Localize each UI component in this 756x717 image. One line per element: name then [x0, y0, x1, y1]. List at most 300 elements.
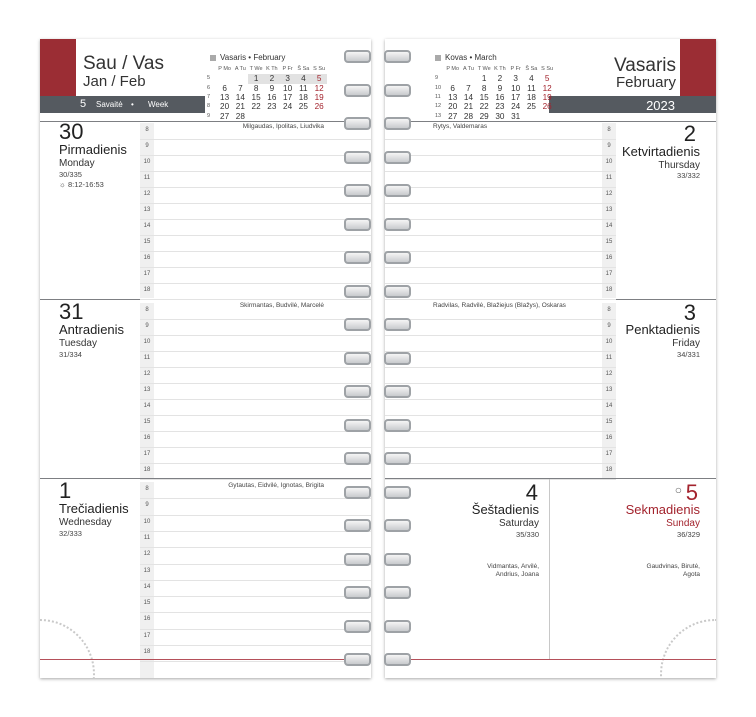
hour-line [385, 171, 616, 172]
name-days-sat: Vidmantas, Arvilė, Andrius, Joana [487, 563, 539, 578]
hour-label: 14 [143, 583, 151, 590]
day-cell: 12 [314, 83, 324, 93]
day-count-wed: 32/333 [59, 529, 82, 538]
hour-line [140, 335, 371, 336]
day-count-fri: 34/331 [677, 350, 700, 359]
day-name-tue: Antradienis [59, 322, 125, 337]
hour-label: 17 [143, 451, 151, 457]
hour-line [385, 251, 616, 252]
hour-line [385, 139, 616, 140]
hour-line [385, 463, 616, 464]
day-cell: A Tu [234, 66, 246, 73]
hour-label: 18 [143, 649, 151, 655]
day-cell: 1 [248, 74, 264, 83]
day-cell: 19 [542, 93, 552, 103]
day-cell: 9 [497, 83, 503, 93]
binding-ring [384, 419, 411, 432]
sunrise-sunset: ☼ 8:12-16:53 [59, 180, 104, 189]
day-cell [311, 111, 327, 120]
hour-label: 17 [605, 271, 613, 277]
day-cell: 5 [544, 74, 550, 84]
day-cell: 8 [253, 83, 259, 93]
hour-line [385, 351, 616, 352]
week-bar [40, 96, 205, 113]
day-cell: 14 [235, 93, 245, 103]
day-cell: A Tu [462, 66, 474, 73]
binding-ring [344, 586, 371, 599]
day-cell: 3 [280, 74, 296, 83]
hour-line [140, 235, 371, 236]
day-cell [445, 74, 461, 83]
calendar-icon [435, 55, 441, 61]
day-cell: 21 [235, 102, 245, 112]
day-cell: S Su [541, 66, 554, 73]
day-cell: 10 [283, 83, 293, 93]
hour-line [140, 447, 371, 448]
hour-label: 11 [605, 355, 613, 361]
binding-ring [344, 452, 371, 465]
hour-label: 16 [605, 255, 613, 261]
hour-label: 9 [607, 143, 611, 149]
hour-line [140, 415, 371, 416]
left-page [40, 39, 371, 678]
hour-line [140, 531, 371, 532]
binding-ring [384, 452, 411, 465]
day-cell: 8 [481, 83, 487, 93]
hour-label: 14 [605, 403, 613, 409]
right-color-tab [680, 39, 716, 96]
hour-label: 12 [143, 191, 151, 197]
day-name-sat: Šeštadienis [471, 502, 539, 517]
name-days-fri: Radvilas, Radvilė, Blažiejus (Blažys), Oskaras [433, 302, 566, 309]
day-count-sun: 36/329 [677, 530, 700, 539]
hour-line [385, 431, 616, 432]
binding-ring [344, 486, 371, 499]
week-num-cell [435, 65, 445, 74]
day-cell: 28 [463, 111, 473, 121]
day-separator [385, 121, 716, 122]
day-name-sun: Sekmadienis [625, 502, 700, 517]
week-num-cell: 11 [435, 94, 441, 101]
hour-line [385, 219, 616, 220]
binding-ring [344, 419, 371, 432]
right-title-lt: Vasaris [614, 55, 676, 76]
name-days-sun: Gaudvinas, Birutė, Agota [646, 563, 700, 578]
binding-ring [344, 318, 371, 331]
day-cell: 24 [511, 102, 521, 112]
mini-cal-title: Vasaris • February [220, 53, 286, 62]
day-number-fri: 3 [683, 300, 696, 325]
day-en-thu: Thursday [658, 160, 700, 171]
hour-label: 8 [607, 307, 611, 313]
binding-ring [344, 653, 371, 666]
hour-label: 11 [605, 175, 613, 181]
calendar-icon [210, 55, 216, 61]
day-number-wed: 1 [59, 478, 72, 503]
day-number-tue: 31 [59, 299, 84, 324]
week-num-cell: 7 [207, 94, 211, 101]
binding-ring [344, 352, 371, 365]
day-cell: 16 [267, 93, 277, 103]
day-cell: 11 [527, 83, 536, 93]
hour-label: 17 [605, 451, 613, 457]
hour-line [140, 580, 371, 581]
day-count-thu: 33/332 [677, 171, 700, 180]
hour-line [140, 479, 371, 480]
hour-label: 14 [143, 403, 151, 409]
right-title-en: February [615, 74, 676, 91]
mini-calendar-february [207, 52, 327, 121]
day-cell [248, 111, 264, 120]
day-cell: 4 [295, 74, 311, 83]
hour-label: 8 [145, 127, 149, 133]
hour-label: 11 [143, 175, 151, 181]
year-bar [549, 96, 716, 113]
binding-ring [344, 620, 371, 633]
hour-line [140, 203, 371, 204]
day-cell [539, 111, 555, 120]
day-cell: 12 [542, 83, 552, 93]
hour-line [385, 155, 616, 156]
binding-ring [344, 84, 371, 97]
binding-ring [344, 117, 371, 130]
hour-label: 12 [605, 191, 613, 197]
hour-label: 16 [143, 435, 151, 441]
hour-label: 10 [143, 518, 151, 525]
day-cell: 26 [542, 102, 552, 112]
hour-line [140, 219, 371, 220]
hour-label: 9 [607, 323, 611, 329]
hour-label: 15 [143, 600, 151, 607]
hour-line [140, 498, 371, 499]
day-cell: Š Sa [297, 66, 310, 73]
hour-line [140, 155, 371, 156]
day-number-sat: 4 [525, 480, 538, 505]
day-cell: P Fr [282, 66, 293, 73]
binding-ring [384, 653, 411, 666]
hour-label: 13 [143, 387, 151, 393]
day-en-mon: Monday [59, 158, 95, 169]
day-cell: 18 [526, 93, 536, 103]
hour-label: 15 [605, 239, 613, 245]
hour-line [140, 139, 371, 140]
hour-line [140, 431, 371, 432]
day-en-sat: Saturday [498, 518, 539, 529]
hour-label: 8 [145, 307, 149, 313]
binding-ring [344, 184, 371, 197]
hour-line [140, 319, 371, 320]
hour-label: 9 [145, 143, 149, 149]
day-cell: 3 [513, 74, 518, 84]
day-cell: 13 [448, 93, 458, 103]
moon-phase-icon: ○ [674, 483, 682, 497]
binding-ring [344, 251, 371, 264]
day-cell: 23 [495, 102, 505, 112]
binding-ring [384, 84, 411, 97]
left-color-tab [40, 39, 76, 96]
week-sep: • [131, 100, 134, 109]
hour-label: 16 [143, 255, 151, 261]
day-cell: 19 [314, 93, 324, 103]
hour-label: 18 [143, 467, 151, 473]
day-cell: 21 [463, 102, 473, 112]
hour-label: 12 [605, 371, 613, 377]
day-en-fri: Friday [672, 338, 700, 349]
hour-line [385, 319, 616, 320]
day-cell: 27 [220, 111, 230, 121]
binding-ring [384, 184, 411, 197]
week-label: Savaitė [96, 100, 123, 109]
day-cell: 4 [529, 74, 534, 84]
week-num-cell: 13 [435, 112, 442, 119]
day-cell: 25 [298, 102, 308, 112]
hour-label: 18 [605, 287, 613, 293]
binding-ring [384, 620, 411, 633]
hour-line [140, 187, 371, 188]
day-count-sat: 35/330 [516, 530, 539, 539]
hour-line [385, 367, 616, 368]
name-days-mon: Milgaudas, Ipolitas, Liudvika [242, 123, 324, 130]
hour-line [385, 447, 616, 448]
hour-line [140, 267, 371, 268]
binding-ring [344, 553, 371, 566]
decorative-arc [660, 619, 716, 678]
day-cell: 30 [495, 111, 505, 121]
day-cell: 6 [450, 83, 455, 93]
hour-label: 14 [605, 223, 613, 229]
day-cell: P Mo [446, 66, 460, 73]
footer-line [385, 659, 716, 660]
binding-ring [344, 285, 371, 298]
hour-line [385, 383, 616, 384]
hour-line [140, 399, 371, 400]
hour-line [140, 251, 371, 252]
week-label-en: Week [148, 100, 169, 109]
day-name-fri: Penktadienis [625, 322, 700, 337]
day-cell: 13 [220, 93, 230, 103]
footer-line [40, 659, 371, 660]
hour-line [385, 299, 616, 300]
binding-ring [384, 519, 411, 532]
hour-label: 11 [143, 534, 151, 541]
hour-line [385, 335, 616, 336]
day-cell: 11 [299, 83, 308, 93]
hour-label: 12 [143, 371, 151, 377]
left-title-lt: Sau / Vas [83, 53, 164, 74]
day-cell: 7 [466, 83, 471, 93]
hour-label: 11 [143, 355, 151, 361]
hour-line [385, 399, 616, 400]
week-num-cell: 6 [207, 84, 211, 91]
hour-label: 13 [143, 567, 151, 574]
week-num-cell: 12 [435, 103, 442, 110]
hour-label: 8 [607, 127, 611, 133]
day-separator [40, 121, 371, 122]
year: 2023 [646, 98, 675, 113]
day-number-sun: 5 [685, 480, 698, 505]
day-cell: 22 [479, 102, 489, 112]
hour-line [140, 351, 371, 352]
binding-ring [384, 318, 411, 331]
day-number-thu: 2 [683, 121, 696, 146]
binding-ring [384, 586, 411, 599]
day-cell: 25 [526, 102, 536, 112]
hour-label: 13 [605, 387, 613, 393]
hour-line [140, 596, 371, 597]
binding-ring [384, 486, 411, 499]
right-page [385, 39, 716, 678]
day-cell: P Fr [510, 66, 521, 73]
day-cell: 14 [463, 93, 473, 103]
binding-ring [384, 117, 411, 130]
hour-label: 10 [143, 339, 151, 345]
hour-label: 15 [143, 239, 151, 245]
hour-line [385, 415, 616, 416]
binding-ring [344, 50, 371, 63]
hour-line [140, 515, 371, 516]
week-number: 5 [80, 98, 87, 110]
day-cell [280, 111, 296, 120]
day-cell: K Th [494, 66, 506, 73]
hour-line [140, 383, 371, 384]
day-cell: 20 [220, 102, 230, 112]
day-en-tue: Tuesday [59, 338, 97, 349]
binding-ring [384, 352, 411, 365]
hour-label: 13 [143, 207, 151, 213]
day-cell: 15 [479, 93, 489, 103]
hour-line [385, 203, 616, 204]
day-name-thu: Ketvirtadienis [621, 144, 700, 159]
binding-ring [344, 385, 371, 398]
hour-label: 10 [143, 159, 151, 165]
day-cell [232, 74, 248, 83]
hour-label: 17 [143, 632, 151, 639]
hour-label: 15 [143, 419, 151, 425]
left-title-en: Jan / Feb [83, 73, 146, 90]
name-days-wed: Gytautas, Eidvilė, Ignotas, Brigita [228, 482, 324, 489]
weekend-divider [549, 479, 550, 659]
hour-label: 14 [143, 223, 151, 229]
day-cell: 26 [314, 102, 324, 112]
day-cell: P Mo [218, 66, 231, 73]
hour-label: 16 [143, 616, 151, 623]
day-cell: 10 [511, 83, 521, 93]
day-cell: S Su [313, 66, 326, 73]
day-cell: K Th [266, 66, 278, 73]
day-name-mon: Pirmadienis [59, 142, 127, 157]
hour-line [140, 171, 371, 172]
week-num-cell: 10 [435, 84, 442, 91]
hour-line [385, 283, 616, 284]
hour-label: 18 [143, 287, 151, 293]
name-days-tue: Skirmantas, Budvilė, Marcelė [239, 302, 324, 309]
binding-ring [344, 151, 371, 164]
mini-cal-grid [207, 65, 327, 121]
hour-label: 17 [143, 271, 151, 277]
binding-ring [384, 251, 411, 264]
day-cell [217, 74, 233, 83]
day-cell: 7 [238, 83, 243, 93]
hour-line [140, 283, 371, 284]
hour-line [140, 661, 371, 662]
hour-label: 16 [605, 435, 613, 441]
hour-line [385, 235, 616, 236]
day-count-tue: 31/334 [59, 350, 82, 359]
binding-ring [344, 218, 371, 231]
hour-label: 18 [605, 467, 613, 473]
hour-label: 9 [145, 323, 149, 329]
hour-line [140, 645, 371, 646]
day-cell: Š Sa [525, 66, 538, 73]
name-days-thu: Rytys, Valdemaras [433, 123, 488, 130]
mini-calendar-march [435, 52, 555, 121]
mini-cal-title: Kovas • March [445, 53, 497, 62]
hour-label: 15 [605, 419, 613, 425]
day-cell: 29 [479, 111, 489, 121]
day-cell: 20 [448, 102, 458, 112]
day-cell: 22 [251, 102, 261, 112]
day-count-mon: 30/335 [59, 170, 82, 179]
day-cell [295, 111, 311, 120]
day-cell: 15 [251, 93, 261, 103]
day-cell [461, 74, 477, 83]
day-cell: 2 [497, 74, 503, 84]
binding-ring [344, 519, 371, 532]
binding-ring [384, 50, 411, 63]
mini-cal-grid [435, 65, 555, 121]
decorative-arc [40, 619, 95, 678]
hour-line [140, 629, 371, 630]
hour-line [140, 612, 371, 613]
hour-line [140, 367, 371, 368]
day-cell: 23 [267, 102, 277, 112]
binding-ring [384, 285, 411, 298]
day-cell: 16 [495, 93, 505, 103]
binding-ring [384, 218, 411, 231]
day-cell: 24 [283, 102, 293, 112]
week-num-cell: 5 [207, 75, 211, 82]
hour-label: 13 [605, 207, 613, 213]
hour-label: 12 [143, 551, 151, 558]
hour-line [385, 479, 616, 480]
day-cell: T We [249, 66, 263, 73]
day-cell: 31 [511, 111, 521, 121]
hour-label: 8 [145, 486, 149, 492]
hour-label: 10 [605, 339, 613, 345]
binding-ring [384, 151, 411, 164]
week-num-cell: 9 [435, 75, 439, 82]
day-cell: 18 [298, 93, 308, 103]
day-cell [524, 111, 540, 120]
hour-label: 9 [145, 502, 149, 509]
day-cell: T We [477, 66, 491, 73]
day-en-wed: Wednesday [59, 517, 112, 528]
hour-line [140, 547, 371, 548]
hour-line [140, 564, 371, 565]
hour-line [385, 267, 616, 268]
hour-line [385, 187, 616, 188]
day-name-wed: Trečiadienis [59, 501, 129, 516]
day-cell: 17 [511, 93, 521, 103]
day-cell: 28 [235, 111, 245, 121]
day-cell: 6 [222, 83, 227, 93]
binding-ring [384, 385, 411, 398]
day-cell: 17 [283, 93, 293, 103]
day-cell [264, 111, 280, 120]
hour-label: 10 [605, 159, 613, 165]
week-num-cell [207, 65, 217, 74]
binding-ring [384, 553, 411, 566]
